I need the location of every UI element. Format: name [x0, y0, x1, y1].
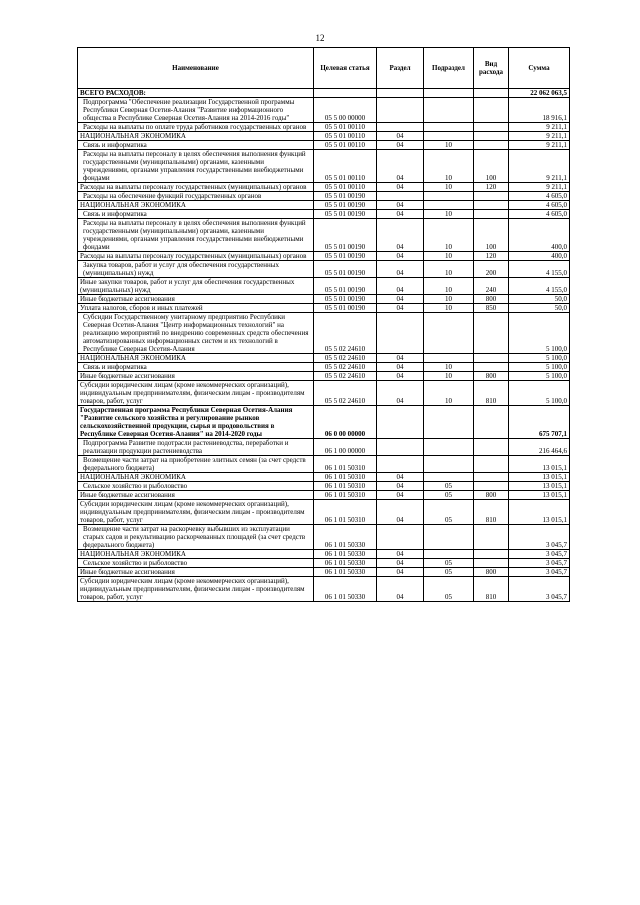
- cell-name: Сельское хозяйство и рыболовство: [78, 482, 314, 491]
- table-row: [78, 304, 570, 313]
- cell-expense-type: 810: [474, 577, 509, 602]
- cell-expense-type: [474, 192, 509, 201]
- table-row: [78, 141, 570, 150]
- table-row: [78, 568, 570, 577]
- header-name: Наименование: [78, 48, 314, 89]
- header-sum: Сумма: [509, 48, 570, 89]
- table-row: [78, 559, 570, 568]
- cell-sum: 50,0: [509, 295, 570, 304]
- cell-sum: 9 211,1: [509, 132, 570, 141]
- cell-name: Подпрограмма "Обеспечение реализации Государственной программы Республики Северная Осетия-Алания "Развитие информационного общества в Республике Северная Осетия-Алания на 2014-2016 годы": [78, 98, 314, 123]
- cell-target-article: 05 5 01 00190: [314, 201, 377, 210]
- cell-expense-type: [474, 98, 509, 123]
- cell-subsection: 10: [424, 219, 474, 252]
- cell-subsection: 10: [424, 363, 474, 372]
- cell-section: 04: [377, 141, 424, 150]
- cell-target-article: 05 5 02 24610: [314, 354, 377, 363]
- table-row: [78, 295, 570, 304]
- cell-sum: 13 015,1: [509, 456, 570, 473]
- cell-section: [377, 439, 424, 456]
- cell-subsection: [424, 456, 474, 473]
- cell-name: Расходы на выплаты персоналу государственных (муниципальных) органов: [78, 252, 314, 261]
- cell-target-article: 06 1 01 50310: [314, 473, 377, 482]
- cell-target-article: 05 5 01 00110: [314, 123, 377, 132]
- cell-sum: 3 045,7: [509, 577, 570, 602]
- cell-subsection: [424, 406, 474, 439]
- cell-sum: 9 211,1: [509, 141, 570, 150]
- cell-section: 04: [377, 295, 424, 304]
- cell-target-article: 05 5 01 00190: [314, 210, 377, 219]
- cell-sum: 13 015,1: [509, 482, 570, 491]
- cell-subsection: 05: [424, 491, 474, 500]
- cell-name: НАЦИОНАЛЬНАЯ ЭКОНОМИКА: [78, 354, 314, 363]
- cell-target-article: 06 1 01 50310: [314, 491, 377, 500]
- cell-expense-type: [474, 439, 509, 456]
- table-row: [78, 525, 570, 550]
- table-row: [78, 252, 570, 261]
- table-row: [78, 278, 570, 295]
- cell-section: 04: [377, 568, 424, 577]
- table-row: [78, 577, 570, 602]
- cell-name: Расходы на обеспечение функций государственных органов: [78, 192, 314, 201]
- cell-sum: 5 100,0: [509, 363, 570, 372]
- cell-sum: 5 100,0: [509, 372, 570, 381]
- cell-target-article: 05 5 01 00190: [314, 261, 377, 278]
- table-row: [78, 123, 570, 132]
- cell-expense-type: 200: [474, 261, 509, 278]
- header-subsection: Подраздел: [424, 48, 474, 89]
- cell-sum: 216 464,6: [509, 439, 570, 456]
- table-row: [78, 500, 570, 525]
- cell-subsection: [424, 201, 474, 210]
- cell-name: Закупка товаров, работ и услуг для обеспечения государственных (муниципальных) нужд: [78, 261, 314, 278]
- header-section: Раздел: [377, 48, 424, 89]
- header-target-article: Целевая статья: [314, 48, 377, 89]
- cell-expense-type: 240: [474, 278, 509, 295]
- cell-sum: 18 916,1: [509, 98, 570, 123]
- cell-subsection: 05: [424, 577, 474, 602]
- cell-sum: 4 605,0: [509, 201, 570, 210]
- cell-sum: 22 062 063,5: [509, 89, 570, 98]
- cell-expense-type: [474, 201, 509, 210]
- table-row: [78, 550, 570, 559]
- cell-target-article: 05 5 01 00190: [314, 252, 377, 261]
- cell-target-article: 06 0 00 00000: [314, 406, 377, 439]
- cell-section: [377, 456, 424, 473]
- cell-expense-type: 810: [474, 381, 509, 406]
- cell-section: 04: [377, 219, 424, 252]
- cell-section: 04: [377, 559, 424, 568]
- cell-sum: 5 100,0: [509, 381, 570, 406]
- cell-sum: 675 707,1: [509, 406, 570, 439]
- table-row: [78, 406, 570, 439]
- cell-subsection: 10: [424, 252, 474, 261]
- cell-section: 04: [377, 381, 424, 406]
- cell-section: 04: [377, 183, 424, 192]
- cell-section: 04: [377, 252, 424, 261]
- cell-expense-type: 810: [474, 500, 509, 525]
- cell-expense-type: 120: [474, 252, 509, 261]
- cell-subsection: [424, 313, 474, 354]
- cell-target-article: 06 1 01 50310: [314, 500, 377, 525]
- cell-target-article: 05 5 01 00190: [314, 278, 377, 295]
- cell-subsection: [424, 192, 474, 201]
- cell-sum: 3 045,7: [509, 559, 570, 568]
- cell-name: Иные бюджетные ассигнования: [78, 295, 314, 304]
- cell-name: Связь и информатика: [78, 363, 314, 372]
- cell-expense-type: [474, 456, 509, 473]
- table-row: [78, 456, 570, 473]
- cell-sum: 5 100,0: [509, 354, 570, 363]
- cell-name: ВСЕГО РАСХОДОВ:: [78, 89, 314, 98]
- cell-section: 04: [377, 210, 424, 219]
- table-row: [78, 210, 570, 219]
- cell-subsection: 05: [424, 500, 474, 525]
- cell-section: 04: [377, 150, 424, 183]
- cell-target-article: 06 1 01 50310: [314, 456, 377, 473]
- table-row: [78, 473, 570, 482]
- cell-sum: 4 155,0: [509, 261, 570, 278]
- cell-expense-type: 800: [474, 568, 509, 577]
- cell-name: Субсидии юридическим лицам (кроме некоммерческих организаций), индивидуальным предпринимателям, физическим лицам - производителям товаров, работ, услуг: [78, 500, 314, 525]
- cell-name: НАЦИОНАЛЬНАЯ ЭКОНОМИКА: [78, 201, 314, 210]
- cell-name: Возмещение части затрат на раскорчевку выбывших из эксплуатации старых садов и рекультивацию раскорчеванных площадей (за счет средств федерального бюджета): [78, 525, 314, 550]
- cell-target-article: 06 1 01 50330: [314, 525, 377, 550]
- cell-target-article: [314, 89, 377, 98]
- cell-expense-type: [474, 354, 509, 363]
- cell-subsection: 10: [424, 381, 474, 406]
- cell-name: Подпрограмма Развитие подотрасли растениеводства, переработки и реализации продукции растениеводства: [78, 439, 314, 456]
- cell-subsection: 10: [424, 261, 474, 278]
- cell-subsection: 10: [424, 183, 474, 192]
- cell-section: [377, 98, 424, 123]
- cell-subsection: [424, 439, 474, 456]
- cell-subsection: [424, 473, 474, 482]
- cell-expense-type: [474, 313, 509, 354]
- cell-subsection: [424, 525, 474, 550]
- cell-name: Иные закупки товаров, работ и услуг для обеспечения государственных (муниципальных) нужд: [78, 278, 314, 295]
- cell-subsection: 10: [424, 210, 474, 219]
- cell-expense-type: 800: [474, 491, 509, 500]
- cell-name: Сельское хозяйство и рыболовство: [78, 559, 314, 568]
- cell-section: 04: [377, 354, 424, 363]
- cell-target-article: 06 1 01 50330: [314, 559, 377, 568]
- table-row: [78, 313, 570, 354]
- cell-sum: 13 015,1: [509, 500, 570, 525]
- cell-name: Расходы на выплаты по оплате труда работников государственных органов: [78, 123, 314, 132]
- cell-target-article: 05 5 01 00110: [314, 183, 377, 192]
- cell-target-article: 05 5 02 24610: [314, 313, 377, 354]
- cell-section: 04: [377, 482, 424, 491]
- cell-subsection: [424, 123, 474, 132]
- cell-section: [377, 192, 424, 201]
- cell-sum: 9 211,1: [509, 183, 570, 192]
- table-row: [78, 482, 570, 491]
- cell-sum: 4 605,0: [509, 192, 570, 201]
- cell-sum: 50,0: [509, 304, 570, 313]
- cell-name: Иные бюджетные ассигнования: [78, 491, 314, 500]
- cell-sum: 3 045,7: [509, 550, 570, 559]
- cell-subsection: 05: [424, 559, 474, 568]
- cell-sum: 5 100,0: [509, 313, 570, 354]
- cell-target-article: 05 5 01 00190: [314, 192, 377, 201]
- cell-name: Субсидии Государственному унитарному предприятию Республики Северная Осетия-Алания "Центр информационных технологий" на реализацию мероприятий по внедрению современных средств обеспечения автоматизированных информационных систем и их технологий в Республике Северная Осетия-Алания: [78, 313, 314, 354]
- cell-name: НАЦИОНАЛЬНАЯ ЭКОНОМИКА: [78, 473, 314, 482]
- cell-sum: 400,0: [509, 219, 570, 252]
- cell-expense-type: [474, 550, 509, 559]
- table-row: [78, 354, 570, 363]
- table-row: [78, 150, 570, 183]
- cell-section: [377, 89, 424, 98]
- cell-section: [377, 313, 424, 354]
- cell-name: Расходы на выплаты персоналу в целях обеспечения выполнения функций государственными (муниципальными) органами, казенными учреждениями, органами управления государственными внебюджетными фондами: [78, 150, 314, 183]
- cell-name: Субсидии юридическим лицам (кроме некоммерческих организаций), индивидуальным предпринимателям, физическим лицам - производителям товаров, работ, услуг: [78, 577, 314, 602]
- table-header-row: [78, 48, 570, 89]
- cell-name: Расходы на выплаты персоналу в целях обеспечения выполнения функций государственными (муниципальными) органами, казенными учреждениями, органами управления государственными внебюджетными фондами: [78, 219, 314, 252]
- table-row: [78, 98, 570, 123]
- table-row: [78, 219, 570, 252]
- cell-name: Иные бюджетные ассигнования: [78, 372, 314, 381]
- cell-section: [377, 525, 424, 550]
- cell-section: 04: [377, 372, 424, 381]
- cell-subsection: 10: [424, 304, 474, 313]
- cell-target-article: 05 5 01 00190: [314, 295, 377, 304]
- cell-name: Субсидии юридическим лицам (кроме некоммерческих организаций), индивидуальным предпринимателям, физическим лицам - производителям товаров, работ, услуг: [78, 381, 314, 406]
- cell-expense-type: [474, 132, 509, 141]
- cell-subsection: 10: [424, 150, 474, 183]
- cell-section: 04: [377, 201, 424, 210]
- cell-subsection: [424, 89, 474, 98]
- cell-sum: 4 155,0: [509, 278, 570, 295]
- cell-expense-type: 100: [474, 219, 509, 252]
- cell-name: Связь и информатика: [78, 210, 314, 219]
- cell-expense-type: [474, 482, 509, 491]
- cell-sum: 9 211,1: [509, 123, 570, 132]
- cell-name: Возмещение части затрат на приобретение элитных семян (за счет средств федерального бюджета): [78, 456, 314, 473]
- cell-sum: 400,0: [509, 252, 570, 261]
- cell-sum: 3 045,7: [509, 525, 570, 550]
- cell-expense-type: [474, 363, 509, 372]
- cell-section: 04: [377, 132, 424, 141]
- cell-name: Иные бюджетные ассигнования: [78, 568, 314, 577]
- cell-expense-type: 120: [474, 183, 509, 192]
- cell-expense-type: [474, 210, 509, 219]
- table-row: [78, 89, 570, 98]
- table-row: [78, 372, 570, 381]
- table-row: [78, 381, 570, 406]
- cell-section: 04: [377, 261, 424, 278]
- cell-expense-type: [474, 123, 509, 132]
- cell-subsection: 05: [424, 482, 474, 491]
- cell-target-article: 05 5 02 24610: [314, 381, 377, 406]
- cell-expense-type: 800: [474, 295, 509, 304]
- cell-expense-type: [474, 141, 509, 150]
- table-body: [78, 89, 570, 602]
- cell-target-article: 05 5 01 00110: [314, 141, 377, 150]
- table-row: [78, 132, 570, 141]
- cell-sum: 13 015,1: [509, 473, 570, 482]
- cell-section: 04: [377, 304, 424, 313]
- cell-name: НАЦИОНАЛЬНАЯ ЭКОНОМИКА: [78, 132, 314, 141]
- cell-subsection: 10: [424, 295, 474, 304]
- budget-table: [77, 47, 570, 602]
- cell-target-article: 05 5 00 00000: [314, 98, 377, 123]
- cell-sum: 9 211,1: [509, 150, 570, 183]
- cell-sum: 13 015,1: [509, 491, 570, 500]
- cell-expense-type: [474, 406, 509, 439]
- cell-name: Государственная программа Республики Северная Осетия-Алания "Развитие сельского хозяйства и регулирование рынков сельскохозяйственной продукции, сырья и продовольствия в Республике Северная Осетия-Алания" на 2014-2020 годы: [78, 406, 314, 439]
- cell-expense-type: 800: [474, 372, 509, 381]
- cell-target-article: 06 1 01 50330: [314, 568, 377, 577]
- table-row: [78, 183, 570, 192]
- table-row: [78, 261, 570, 278]
- cell-name: Расходы на выплаты персоналу государственных (муниципальных) органов: [78, 183, 314, 192]
- table-row: [78, 192, 570, 201]
- cell-section: 04: [377, 550, 424, 559]
- cell-section: [377, 123, 424, 132]
- cell-subsection: 10: [424, 141, 474, 150]
- cell-subsection: [424, 354, 474, 363]
- cell-expense-type: 100: [474, 150, 509, 183]
- table-row: [78, 439, 570, 456]
- cell-expense-type: [474, 559, 509, 568]
- cell-target-article: 05 5 02 24610: [314, 363, 377, 372]
- cell-target-article: 05 5 01 00190: [314, 304, 377, 313]
- cell-target-article: 05 5 02 24610: [314, 372, 377, 381]
- cell-section: 04: [377, 500, 424, 525]
- cell-subsection: [424, 98, 474, 123]
- cell-section: 04: [377, 278, 424, 295]
- cell-name: НАЦИОНАЛЬНАЯ ЭКОНОМИКА: [78, 550, 314, 559]
- cell-target-article: 06 1 01 50330: [314, 550, 377, 559]
- table-row: [78, 363, 570, 372]
- cell-sum: 3 045,7: [509, 568, 570, 577]
- page-number: 12: [315, 33, 325, 43]
- cell-subsection: 10: [424, 372, 474, 381]
- cell-name: Уплата налогов, сборов и иных платежей: [78, 304, 314, 313]
- cell-expense-type: [474, 473, 509, 482]
- cell-target-article: 05 5 01 00110: [314, 132, 377, 141]
- header-expense-type: Вид расхода: [474, 48, 509, 89]
- cell-subsection: 10: [424, 278, 474, 295]
- table-row: [78, 491, 570, 500]
- cell-section: 04: [377, 577, 424, 602]
- cell-sum: 4 605,0: [509, 210, 570, 219]
- cell-target-article: 05 5 01 00110: [314, 150, 377, 183]
- cell-expense-type: [474, 525, 509, 550]
- cell-target-article: 05 5 01 00190: [314, 219, 377, 252]
- cell-section: 04: [377, 473, 424, 482]
- cell-target-article: 06 1 00 00000: [314, 439, 377, 456]
- cell-target-article: 06 1 01 50310: [314, 482, 377, 491]
- cell-subsection: [424, 132, 474, 141]
- cell-expense-type: [474, 89, 509, 98]
- cell-section: 04: [377, 363, 424, 372]
- table-row: [78, 201, 570, 210]
- cell-section: [377, 406, 424, 439]
- cell-subsection: 05: [424, 568, 474, 577]
- cell-section: 04: [377, 491, 424, 500]
- cell-name: Связь и информатика: [78, 141, 314, 150]
- cell-target-article: 06 1 01 50330: [314, 577, 377, 602]
- cell-expense-type: 850: [474, 304, 509, 313]
- cell-subsection: [424, 550, 474, 559]
